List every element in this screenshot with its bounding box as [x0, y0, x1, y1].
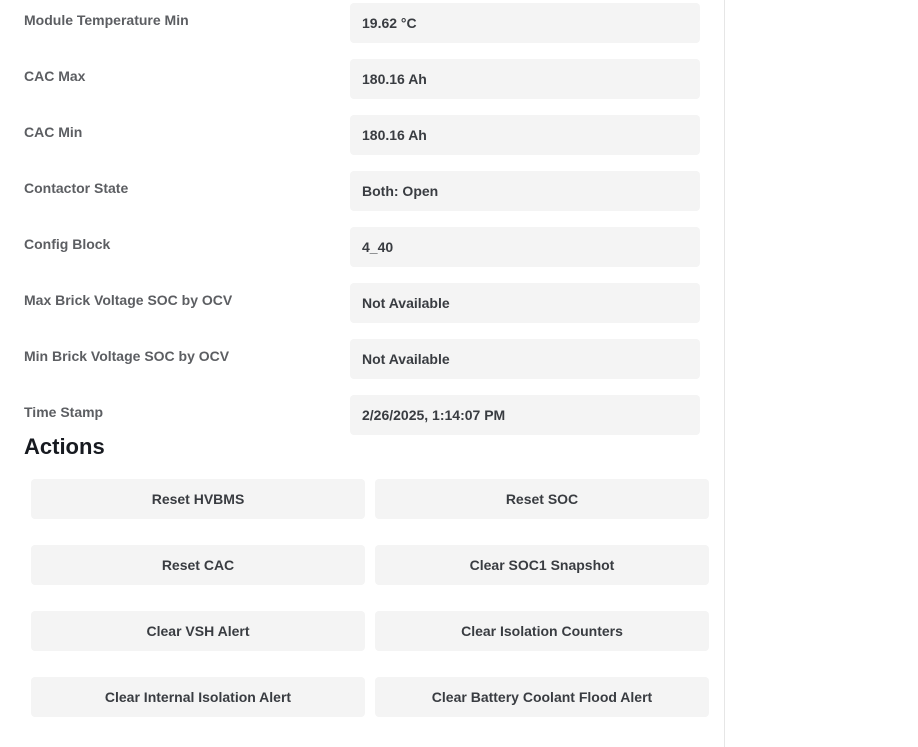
field-row-cac-min	[0, 112, 724, 168]
field-row-contactor-state	[0, 168, 724, 224]
clear-battery-coolant-flood-alert-button[interactable]: Clear Battery Coolant Flood Alert	[375, 677, 709, 717]
field-label: Time Stamp	[24, 404, 104, 420]
field-label: Config Block	[24, 236, 111, 252]
field-label: Module Temperature Min	[24, 12, 189, 28]
field-value: 180.16 Ah	[350, 115, 700, 155]
clear-vsh-alert-button[interactable]: Clear VSH Alert	[31, 611, 365, 651]
field-row-time-stamp	[0, 392, 724, 448]
field-value: 19.62 °C	[350, 3, 700, 43]
clear-soc1-snapshot-button[interactable]: Clear SOC1 Snapshot	[375, 545, 709, 585]
field-value: 180.16 Ah	[350, 59, 700, 99]
actions-heading: Actions	[24, 434, 105, 459]
field-label: Contactor State	[24, 180, 129, 196]
field-value: 2/26/2025, 1:14:07 PM	[350, 395, 700, 435]
field-label: Max Brick Voltage SOC by OCV	[24, 292, 233, 308]
field-label: CAC Max	[24, 68, 86, 84]
field-value: Both: Open	[350, 171, 700, 211]
field-row-config-block	[0, 224, 724, 280]
field-label: CAC Min	[24, 124, 83, 140]
field-value: Not Available	[350, 283, 700, 323]
field-value: 4_40	[350, 227, 700, 267]
field-row-cac-max	[0, 56, 724, 112]
field-value: Not Available	[350, 339, 700, 379]
field-row-min-brick-voltage-soc	[0, 336, 724, 392]
clear-internal-isolation-alert-button[interactable]: Clear Internal Isolation Alert	[31, 677, 365, 717]
field-label: Min Brick Voltage SOC by OCV	[24, 348, 230, 364]
reset-hvbms-button[interactable]: Reset HVBMS	[31, 479, 365, 519]
reset-cac-button[interactable]: Reset CAC	[31, 545, 365, 585]
panel-divider	[724, 0, 725, 747]
field-row-max-brick-voltage-soc	[0, 280, 724, 336]
clear-isolation-counters-button[interactable]: Clear Isolation Counters	[375, 611, 709, 651]
field-row-module-temperature-min	[0, 0, 724, 56]
reset-soc-button[interactable]: Reset SOC	[375, 479, 709, 519]
